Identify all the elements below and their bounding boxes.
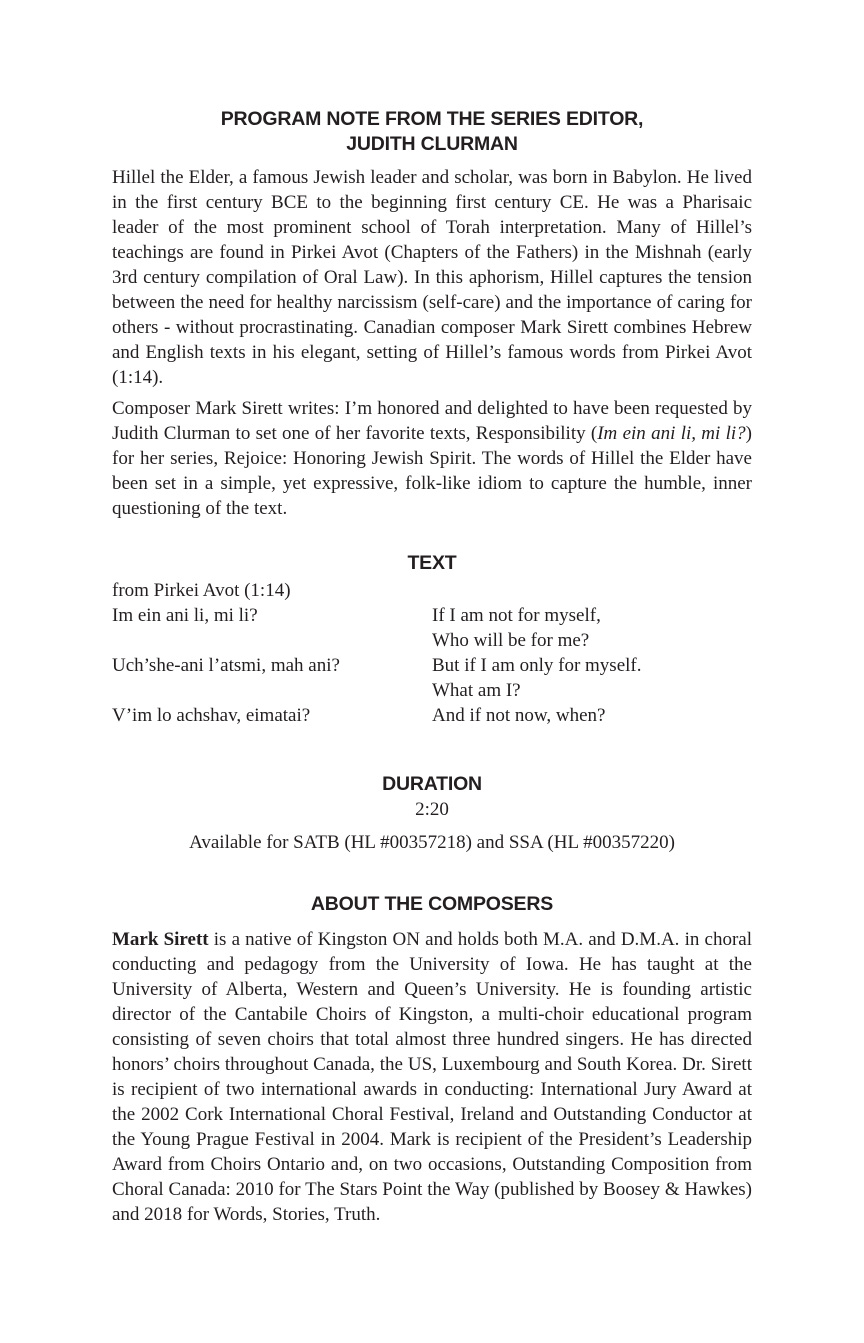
hebrew-line: V’im lo achshav, eimatai?: [112, 705, 311, 726]
english-line: Who will be for me?: [432, 630, 590, 651]
paragraph-2-text-end: ) for her series, Rejoice: Honoring Jewish Spirit. The words of Hillel the Elder have been set in a simple, yet expressive, folk-like idiom to capture the humble, inner questioning of the text.: [112, 423, 752, 519]
text-table: [112, 603, 752, 728]
program-note-title: [112, 107, 752, 157]
program-note-paragraph-2: [112, 396, 752, 521]
duration-value: 2:20: [415, 799, 449, 820]
paragraph-2-text: Composer Mark Sirett writes: I’m honored and delighted to have been requested by Judith Clurman to set one of her favorite texts, Responsibility (: [112, 398, 752, 444]
program-note-paragraph-1: Hillel the Elder, a famous Jewish leader and scholar, was born in Babylon. He lived in the first century BCE to the beginning first century CE. He was a Pharisaic leader of the most prominent school of Torah interpretation. Many of Hillel’s teachings are found in Pirkei Avot (Chapters of the Fathers) in the Mishnah (early 3rd century compilation of Oral Law). In this aphorism, Hillel captures the tension between the need for healthy narcissism (self-care) and the importance of caring for others - without procrastinating. Canadian composer Mark Sirett combines Hebrew and English texts in his elegant, setting of Hillel’s famous words from Pirkei Avot (1:14).: [112, 167, 752, 388]
english-line: What am I?: [432, 680, 521, 701]
hebrew-line: [112, 678, 432, 703]
text-source: from Pirkei Avot (1:14): [112, 580, 291, 601]
document-page: [112, 107, 752, 1227]
availability-note: Available for SATB (HL #00357218) and SSA (HL #00357220): [189, 832, 675, 853]
composer-name: Mark Sirett: [112, 929, 209, 950]
hebrew-line: [112, 628, 432, 653]
duration-heading: DURATION: [382, 773, 482, 795]
about-heading: ABOUT THE COMPOSERS: [310, 893, 554, 915]
english-line: But if I am only for myself.: [432, 655, 642, 676]
hebrew-line: Im ein ani li, mi li?: [112, 605, 258, 626]
paragraph-2-italic-title: Im ein ani li, mi li?: [597, 423, 746, 444]
title-line-1: PROGRAM NOTE FROM THE SERIES EDITOR,: [220, 108, 644, 130]
english-line: If I am not for myself,: [432, 605, 601, 626]
composer-bio-text: is a native of Kingston ON and holds both M.A. and D.M.A. in choral conducting and pedagogy from the University of Iowa. He has taught at the University of Alberta, Western and Queen’s University. He is founding artistic director of the Cantabile Choirs of Kingston, a multi-choir educational program consisting of seven choirs that total almost three hundred singers. He has directed honors’ choirs throughout Canada, the US, Luxembourg and South Korea. Dr. Sirett is recipient of two international awards in conducting: International Jury Award at the 2002 Cork International Choral Festival, Ireland and Outstanding Conductor at the Young Prague Festival in 2004. Mark is recipient of the President’s Leadership Award from Choirs Ontario and, on two occasions, Outstanding Composition from Choral Canada: 2010 for The Stars Point the Way (published by Boosey & Hawkes) and 2018 for Words, Stories, Truth.: [112, 929, 752, 1225]
title-line-2: JUDITH CLURMAN: [346, 133, 518, 155]
hebrew-line: Uch’she-ani l’atsmi, mah ani?: [112, 655, 340, 676]
english-line: And if not now, when?: [432, 705, 606, 726]
composer-bio: [112, 927, 752, 1227]
text-heading: TEXT: [407, 552, 457, 574]
